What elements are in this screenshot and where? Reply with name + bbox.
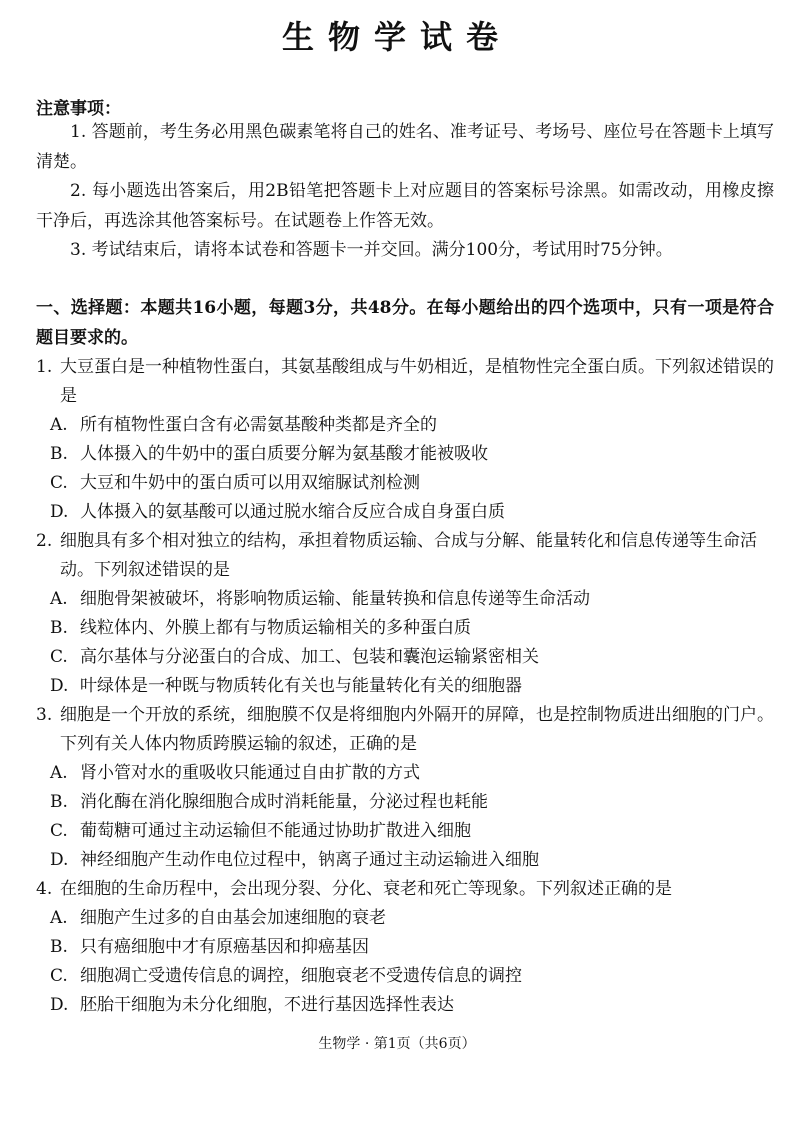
option-text: 线粒体内、外膜上都有与物质运输相关的多种蛋白质 [80, 618, 471, 638]
option [36, 846, 776, 875]
option [36, 991, 776, 1020]
option-text: 高尔基体与分泌蛋白的合成、加工、包装和囊泡运输紧密相关 [80, 647, 539, 667]
option-letter: A. [50, 589, 68, 609]
section-heading: 一、选择题：本题共16小题，每题3分，共48分。在每小题给出的四个选项中，只有一项是符合题目要求的。 [36, 298, 774, 348]
option [36, 643, 776, 672]
question-stem [36, 701, 776, 759]
question [36, 353, 776, 527]
option [36, 817, 776, 846]
question-number: 1. [36, 357, 53, 377]
option [36, 411, 776, 440]
option-text: 葡萄糖可通过主动运输但不能通过协助扩散进入细胞 [80, 821, 471, 841]
option-letter: C. [50, 966, 68, 986]
option [36, 672, 776, 701]
option-letter: B. [50, 937, 68, 957]
option-text: 胚胎干细胞为未分化细胞，不进行基因选择性表达 [80, 995, 454, 1015]
question-number: 2. [36, 531, 53, 551]
question-text: 大豆蛋白是一种植物性蛋白，其氨基酸组成与牛奶相近，是植物性完全蛋白质。下列叙述错误的是 [60, 357, 774, 406]
option-letter: D. [50, 676, 69, 696]
question-list [36, 353, 776, 1020]
notice-item: 3. 考试结束后，请将本试卷和答题卡一并交回。满分100分，考试用时75分钟。 [70, 240, 673, 260]
option-text: 细胞凋亡受遗传信息的调控，细胞衰老不受遗传信息的调控 [80, 966, 522, 986]
notice-list [36, 118, 774, 266]
question-stem [36, 353, 776, 411]
exam-title: 生物学试卷 [281, 18, 512, 56]
option [36, 759, 776, 788]
option [36, 904, 776, 933]
option-letter: D. [50, 502, 69, 522]
page-footer: 生物学 · 第1页（共6页） [318, 1036, 476, 1052]
option-text: 只有癌细胞中才有原癌基因和抑癌基因 [80, 937, 369, 957]
option-text: 人体摄入的牛奶中的蛋白质要分解为氨基酸才能被吸收 [80, 444, 488, 464]
option [36, 933, 776, 962]
option [36, 614, 776, 643]
option [36, 498, 776, 527]
option [36, 440, 776, 469]
question-text: 细胞是一个开放的系统，细胞膜不仅是将细胞内外隔开的屏障，也是控制物质进出细胞的门户。下列有关人体内物质跨膜运输的叙述，正确的是 [60, 705, 774, 754]
option-text: 神经细胞产生动作电位过程中，钠离子通过主动运输进入细胞 [80, 850, 539, 870]
option-letter: D. [50, 850, 69, 870]
question [36, 875, 776, 1020]
option-text: 叶绿体是一种既与物质转化有关也与能量转化有关的细胞器 [80, 676, 522, 696]
option [36, 962, 776, 991]
notice-heading: 注意事项： [36, 99, 121, 119]
option-text: 所有植物性蛋白含有必需氨基酸种类都是齐全的 [80, 415, 437, 435]
option-letter: D. [50, 995, 69, 1015]
option-text: 细胞骨架被破坏，将影响物质运输、能量转换和信息传递等生命活动 [80, 589, 590, 609]
option-letter: B. [50, 444, 68, 464]
question-number: 3. [36, 705, 53, 725]
option [36, 788, 776, 817]
option-letter: A. [50, 763, 68, 783]
question-stem [36, 527, 776, 585]
option-text: 肾小管对水的重吸收只能通过自由扩散的方式 [80, 763, 420, 783]
question [36, 701, 776, 875]
question-stem [36, 875, 776, 904]
option-text: 大豆和牛奶中的蛋白质可以用双缩脲试剂检测 [80, 473, 420, 493]
option-text: 人体摄入的氨基酸可以通过脱水缩合反应合成自身蛋白质 [80, 502, 505, 522]
question-text: 细胞具有多个相对独立的结构，承担着物质运输、合成与分解、能量转化和信息传递等生命活动。下列叙述错误的是 [60, 531, 757, 580]
option-letter: C. [50, 647, 68, 667]
question-text: 在细胞的生命历程中，会出现分裂、分化、衰老和死亡等现象。下列叙述正确的是 [60, 879, 672, 899]
option-letter: A. [50, 908, 68, 928]
option-letter: B. [50, 618, 68, 638]
option-letter: C. [50, 473, 68, 493]
option [36, 585, 776, 614]
question-number: 4. [36, 879, 53, 899]
option-letter: C. [50, 821, 68, 841]
notice-item: 1. 答题前，考生务必用黑色碳素笔将自己的姓名、准考证号、考场号、座位号在答题卡上填写清楚。 [36, 122, 774, 172]
option-letter: B. [50, 792, 68, 812]
notice-item: 2. 每小题选出答案后，用2B铅笔把答题卡上对应题目的答案标号涂黑。如需改动，用橡皮擦干净后，再选涂其他答案标号。在试题卷上作答无效。 [36, 181, 774, 231]
option-text: 细胞产生过多的自由基会加速细胞的衰老 [80, 908, 386, 928]
option-letter: A. [50, 415, 68, 435]
option-text: 消化酶在消化腺细胞合成时消耗能量，分泌过程也耗能 [80, 792, 488, 812]
question [36, 527, 776, 701]
option [36, 469, 776, 498]
